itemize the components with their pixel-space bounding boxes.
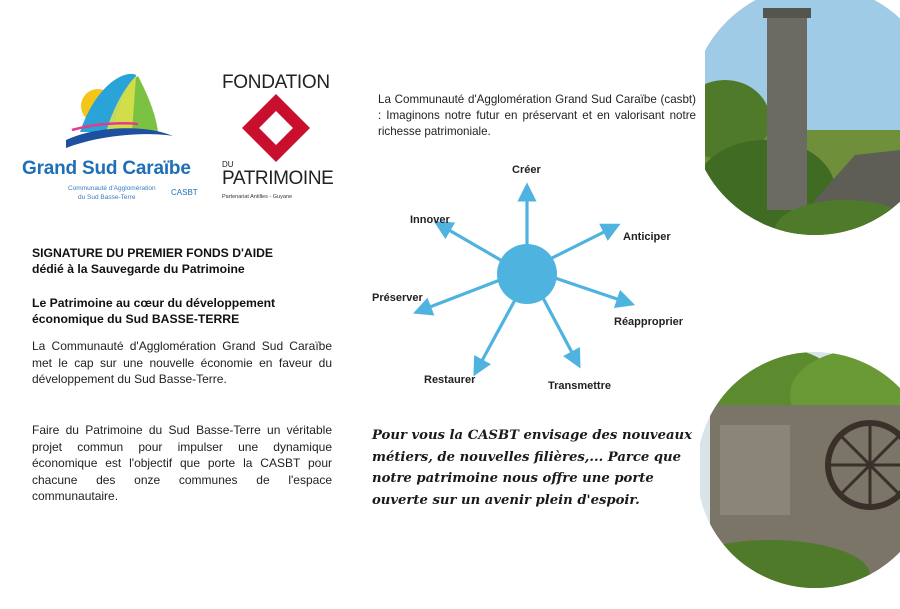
label-anticiper: Anticiper: [623, 231, 671, 243]
fondation-name: PATRIMOINE: [222, 168, 334, 189]
closing-text: Pour vous la CASBT envisage des nouveaux métiers, de nouvelles filières,... Parce que notre patrimoine nous offre une porte ouverte sur un avenir plein d'espoir.: [372, 428, 692, 508]
intro-text: La Communauté d'Agglomération Grand Sud Caraïbe (casbt) : Imaginons notre futur en préservant et en valorisant notre richesse patrimoniale.: [378, 93, 696, 138]
fondation-partner: Partenariat Antilles - Guyane: [222, 194, 293, 200]
heading-patrimoine-line2: économique du Sud BASSE-TERRE: [32, 312, 240, 326]
fondation-logo: [222, 70, 342, 210]
label-creer: Créer: [512, 164, 541, 176]
casbt-name: Grand Sud Caraïbe: [22, 158, 191, 179]
heading-patrimoine: [32, 295, 275, 327]
casbt-subtitle-line2: du Sud Basse-Terre: [78, 194, 136, 201]
paragraph-projet: Faire du Patrimoine du Sud Basse-Terre un véritable projet commun pour impulser une dynamique économique est l'objectif que porte la CASBT pour chacune des onze communes de l'espace communautaire.: [32, 423, 332, 503]
label-restaurer: Restaurer: [424, 374, 476, 386]
label-preserver: Préserver: [372, 292, 423, 304]
casbt-subtitle-line1: Communauté d'Agglomération: [68, 185, 156, 192]
fondation-du: DU: [222, 160, 234, 169]
star-diagram: [380, 160, 660, 400]
arrow-transmettre: [543, 298, 576, 360]
ruin-tower-photo: [705, 0, 900, 252]
arrow-innover: [442, 226, 504, 262]
casbt-tag: CASBT: [171, 188, 198, 197]
heading-signature-line2: dédié à la Sauvegarde du Patrimoine: [32, 262, 245, 276]
heading-patrimoine-line1: Le Patrimoine au cœur du développement: [32, 296, 276, 310]
heading-signature-line1: SIGNATURE DU PREMIER FONDS D'AIDE: [32, 246, 274, 260]
heading-signature: [32, 245, 273, 277]
arrow-preserver: [422, 280, 500, 310]
label-reapproprier: Réapproprier: [614, 316, 684, 328]
arrow-restaurer: [478, 300, 515, 368]
casbt-logo-graphic: [58, 70, 178, 155]
arrow-reapproprier: [555, 278, 626, 302]
label-innover: Innover: [410, 214, 450, 226]
label-transmettre: Transmettre: [548, 380, 611, 392]
fondation-title: FONDATION: [222, 72, 330, 93]
diagram-center-circle: [497, 244, 557, 304]
fondation-diamond-icon: [242, 94, 310, 162]
mill-ruin-photo: [700, 345, 900, 609]
arrow-anticiper: [548, 228, 612, 260]
casbt-logo: [20, 70, 220, 210]
paragraph-economie: La Communauté d'Agglomération Grand Sud Caraïbe met le cap sur une nouvelle économie en faveur du développement du Sud Basse-Terre.: [32, 339, 332, 386]
